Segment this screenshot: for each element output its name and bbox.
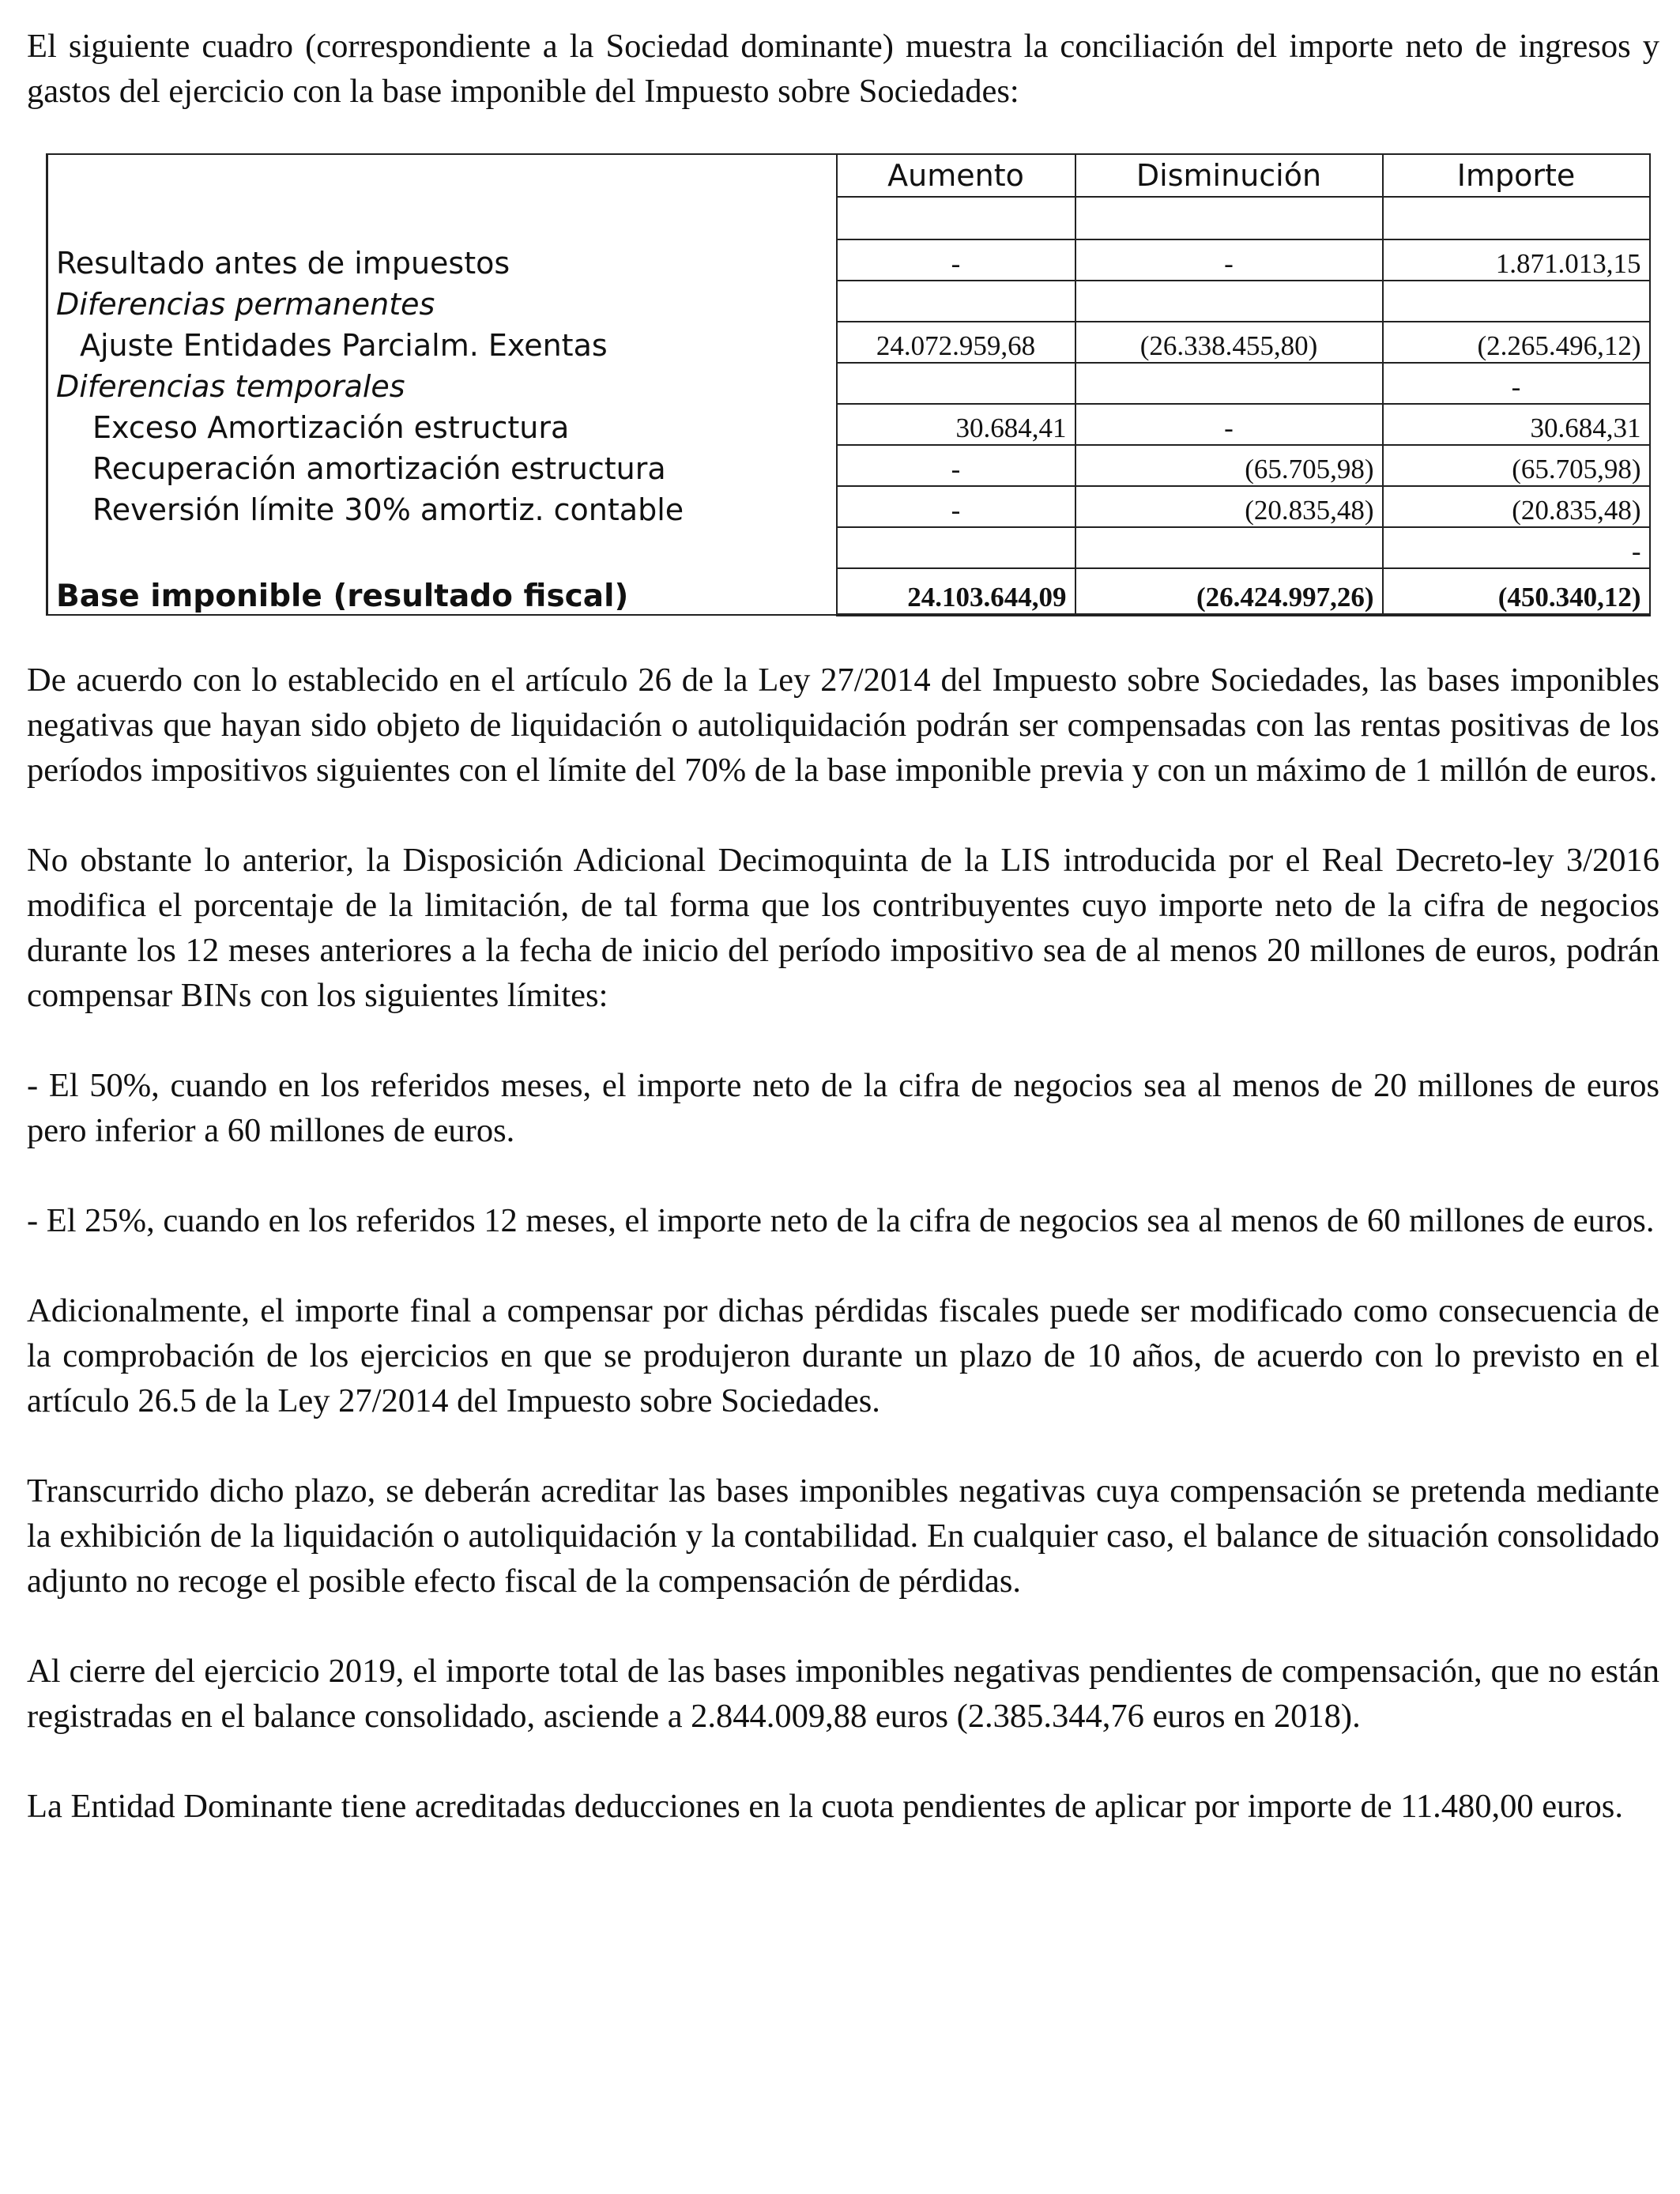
aumento-cell: - — [837, 239, 1075, 281]
header-importe: Importe — [1383, 154, 1650, 197]
header-blank — [47, 154, 837, 197]
table-row — [47, 281, 1650, 322]
section-label: Diferencias permanentes — [47, 281, 837, 322]
disminucion-cell: (65.705,98) — [1075, 445, 1383, 486]
importe-cell: (20.835,48) — [1383, 486, 1650, 527]
importe-cell: 30.684,31 — [1383, 404, 1650, 445]
total-label: Base imponible (resultado fiscal) — [47, 568, 837, 615]
table-row — [47, 404, 1650, 445]
aumento-cell — [837, 281, 1075, 322]
disminucion-total: (26.424.997,26) — [1075, 568, 1383, 615]
table-row — [47, 486, 1650, 527]
row-label: Resultado antes de impuestos — [47, 239, 837, 281]
disminucion-cell — [1075, 281, 1383, 322]
row-label — [47, 527, 837, 568]
table-row-spacer — [47, 197, 1650, 239]
row-label: Ajuste Entidades Parcialm. Exentas — [47, 322, 837, 363]
paragraph: Al cierre del ejercicio 2019, el importe total de las bases imponibles negativas pendientes de compensación, que no están registradas en el balance consolidado, asciende a 2.844.009,88 euros (2.385.344,76 euros en 2018). — [27, 1653, 1659, 1735]
spacer-cell — [1383, 197, 1650, 239]
row-label: Recuperación amortización estructura — [47, 445, 837, 486]
section-label: Diferencias temporales — [47, 363, 837, 404]
importe-cell: - — [1383, 363, 1650, 404]
spacer-cell — [47, 197, 837, 239]
tax-reconciliation-table — [46, 153, 1651, 616]
importe-cell: - — [1383, 527, 1650, 568]
disminucion-cell: (20.835,48) — [1075, 486, 1383, 527]
header-aumento: Aumento — [837, 154, 1075, 197]
disminucion-cell: (26.338.455,80) — [1075, 322, 1383, 363]
paragraph: La Entidad Dominante tiene acreditadas deducciones en la cuota pendientes de aplicar por importe de 11.480,00 euros. — [27, 1788, 1623, 1825]
importe-cell: 1.871.013,15 — [1383, 239, 1650, 281]
row-label: Reversión límite 30% amortiz. contable — [47, 486, 837, 527]
paragraph: - El 25%, cuando en los referidos 12 meses, el importe neto de la cifra de negocios sea al menos de 60 millones de euros. — [27, 1202, 1655, 1239]
aumento-cell — [837, 527, 1075, 568]
spacer-cell — [1075, 197, 1383, 239]
aumento-cell: - — [837, 486, 1075, 527]
aumento-cell: - — [837, 445, 1075, 486]
importe-total: (450.340,12) — [1383, 568, 1650, 615]
disminucion-cell — [1075, 363, 1383, 404]
disminucion-cell: - — [1075, 404, 1383, 445]
intro-paragraph: El siguiente cuadro (correspondiente a la Sociedad dominante) muestra la conciliación del importe neto de ingresos y gastos del ejercicio con la base imponible del Impuesto sobre Sociedades: — [27, 28, 1659, 110]
aumento-cell — [837, 363, 1075, 404]
table-row — [47, 239, 1650, 281]
aumento-total: 24.103.644,09 — [837, 568, 1075, 615]
paragraph: Transcurrido dicho plazo, se deberán acreditar las bases imponibles negativas cuya compensación se pretenda mediante la exhibición de la liquidación o autoliquidación y la contabilidad. En cualquier caso, el balance de situación consolidado adjunto no recoge el posible efecto fiscal de la compensación de pérdidas. — [27, 1472, 1659, 1600]
spacer-cell — [837, 197, 1075, 239]
paragraph: No obstante lo anterior, la Disposición Adicional Decimoquinta de la LIS introducida por el Real Decreto-ley 3/2016 modifica el porcentaje de la limitación, de tal forma que los contribuyentes cuyo importe neto de la cifra de negocios durante los 12 meses anteriores a la fecha de inicio del período impositivo sea de al menos 20 millones de euros, podrán compensar BINs con los siguientes límites: — [27, 842, 1659, 1014]
table-row — [47, 445, 1650, 486]
importe-cell — [1383, 281, 1650, 322]
importe-cell: (65.705,98) — [1383, 445, 1650, 486]
table-row — [47, 527, 1650, 568]
table-row — [47, 363, 1650, 404]
disminucion-cell: - — [1075, 239, 1383, 281]
table-header-row — [47, 154, 1650, 197]
paragraph: Adicionalmente, el importe final a compensar por dichas pérdidas fiscales puede ser modificado como consecuencia de la comprobación de los ejercicios en que se produjeron durante un plazo de 10 años, de acuerdo con lo previsto en el artículo 26.5 de la Ley 27/2014 del Impuesto sobre Sociedades. — [27, 1292, 1659, 1419]
table-total-row — [47, 568, 1650, 615]
document-page — [27, 24, 1659, 1829]
importe-cell: (2.265.496,12) — [1383, 322, 1650, 363]
paragraph: - El 50%, cuando en los referidos meses, el importe neto de la cifra de negocios sea al menos de 20 millones de euros pero inferior a 60 millones de euros. — [27, 1067, 1659, 1149]
header-disminucion: Disminución — [1075, 154, 1383, 197]
disminucion-cell — [1075, 527, 1383, 568]
paragraph: De acuerdo con lo establecido en el artículo 26 de la Ley 27/2014 del Impuesto sobre Sociedades, las bases imponibles negativas que hayan sido objeto de liquidación o autoliquidación podrán ser compensadas con las rentas positivas de los períodos impositivos siguientes con el límite del 70% de la base imponible previa y con un máximo de 1 millón de euros. — [27, 662, 1659, 789]
aumento-cell: 30.684,41 — [837, 404, 1075, 445]
aumento-cell: 24.072.959,68 — [837, 322, 1075, 363]
row-label: Exceso Amortización estructura — [47, 404, 837, 445]
table-row — [47, 322, 1650, 363]
